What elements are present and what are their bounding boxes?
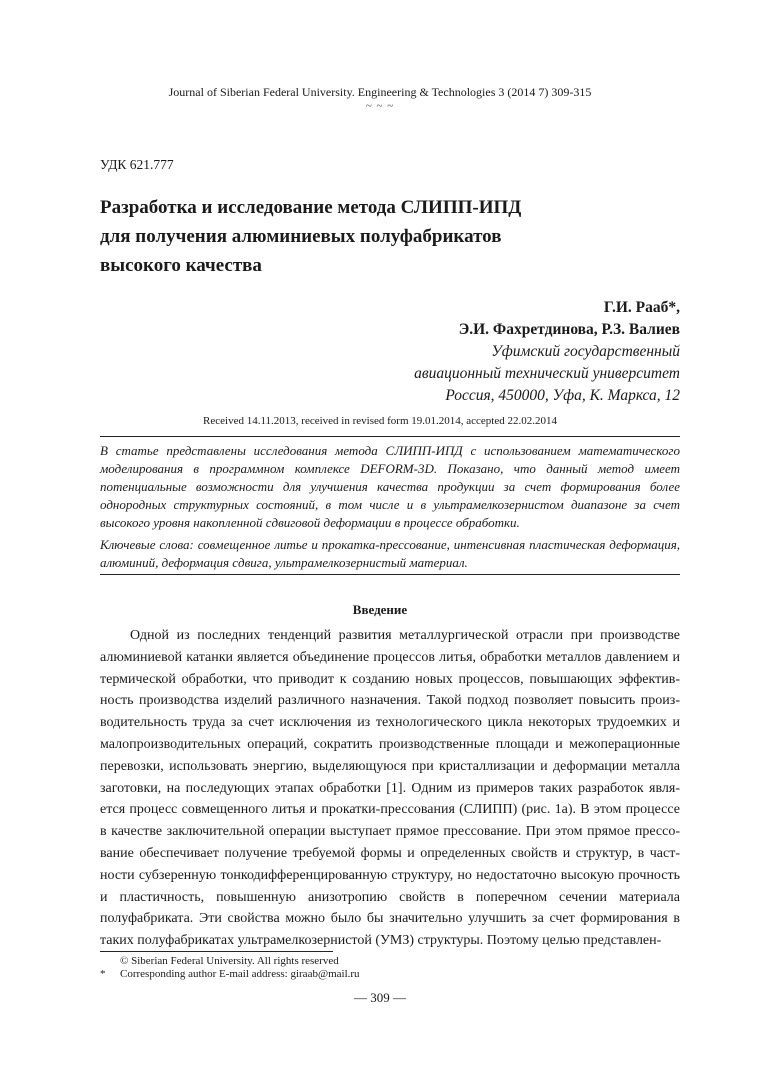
title-line: Разработка и исследование метода СЛИПП-ИПД: [100, 197, 522, 218]
footnote-text: Corresponding author E-mail address: giraab@mail.ru: [120, 968, 360, 980]
affiliation-line: Россия, 450000, Уфа, К. Маркса, 12: [445, 387, 680, 404]
affiliation-line: Уфимский государственный: [491, 343, 680, 360]
abstract-top-rule: [100, 436, 680, 437]
body-paragraph: Одной из последних тенденций развития металлургической отрасли при производстве алюминиевой катанки является объединение процессов литья, обработки металлов давлением и термической обработки, что приводит к созданию новых процессов, повышающих эффективность производства изделий различного назначения. Такой подход позволяет повысить производительность труда за счет исключения из технологического цикла некоторых трудоемких и малопроизводительных операций, сократить производственные площади и межоперационные перевозки, использовать энергию, выделяющуюся при кристаллизации и деформации металла заготовки, на последующих этапах обработки [1]. Одним из примеров таких разработок является процесс совмещенного литья и прокатки-прессования (СЛИПП) (рис. 1а). В этом процессе в качестве заключительной операции выступает прямое прессование. При этом прямое прессование обеспечивает получение требуемой формы и определенных свойств и структур, в частности субзеренную тонкодифференцированную структуру, но недостаточно высокую прочность и пластичность, повышенную анизотропию свойств в поперечном сечении материала полуфабриката. Эти свойства можно было бы значительно улучшить за счет формирования в таких полуфабрикатах ультрамелкозернистой (УМЗ) структуры. Поэтому целью представлен-: [100, 628, 680, 949]
page-number: — 309 —: [354, 990, 406, 1005]
udk-code: УДК 621.777: [100, 157, 174, 172]
authors-block: [414, 297, 680, 407]
footnote: [100, 968, 360, 981]
footnote-rule: [100, 951, 333, 952]
title-line: высокого качества: [100, 255, 262, 276]
received-dates: Received 14.11.2013, received in revised form 19.01.2014, accepted 22.02.2014: [203, 415, 557, 427]
footnotes: [100, 955, 360, 981]
footnote: [100, 955, 360, 968]
body-text: [100, 625, 680, 952]
title-line: для получения алюминиевых полуфабрикатов: [100, 226, 502, 247]
article-title: [100, 193, 660, 280]
header-ornament: ~ ~ ~: [365, 100, 395, 112]
section-title: Введение: [352, 602, 408, 617]
author-line: Г.И. Рааб*,: [603, 299, 680, 316]
keywords: Ключевые слова: совмещенное литье и прокатка-прессование, интенсивная пластическая деформация, алюминий, деформация сдвига, ультрамелкозернистый материал.: [100, 537, 680, 570]
journal-header: Journal of Siberian Federal University. Engineering & Technologies 3 (2014 7) 309-315: [168, 85, 592, 99]
footnote-mark: [100, 955, 120, 968]
abstract-bottom-rule: [100, 574, 680, 575]
author-line: Э.И. Фахретдинова, Р.З. Валиев: [458, 321, 680, 338]
footnote-text: © Siberian Federal University. All rights reserved: [120, 955, 339, 967]
abstract: В статье представлены исследования метода СЛИПП-ИПД с использованием математического моделирования в программном комплексе DEFORM-3D. Показано, что данный метод имеет потенциальные возможности для улучшения качества продукции за счет формирования более однородных структурных состояний, в том числе и в ультрамелкозернистом диапазоне за счет высокого уровня накопленной сдвиговой деформации в процессе обработки.: [100, 443, 680, 530]
affiliation-line: авиационный технический университет: [414, 365, 680, 382]
footnote-mark: *: [100, 968, 106, 980]
